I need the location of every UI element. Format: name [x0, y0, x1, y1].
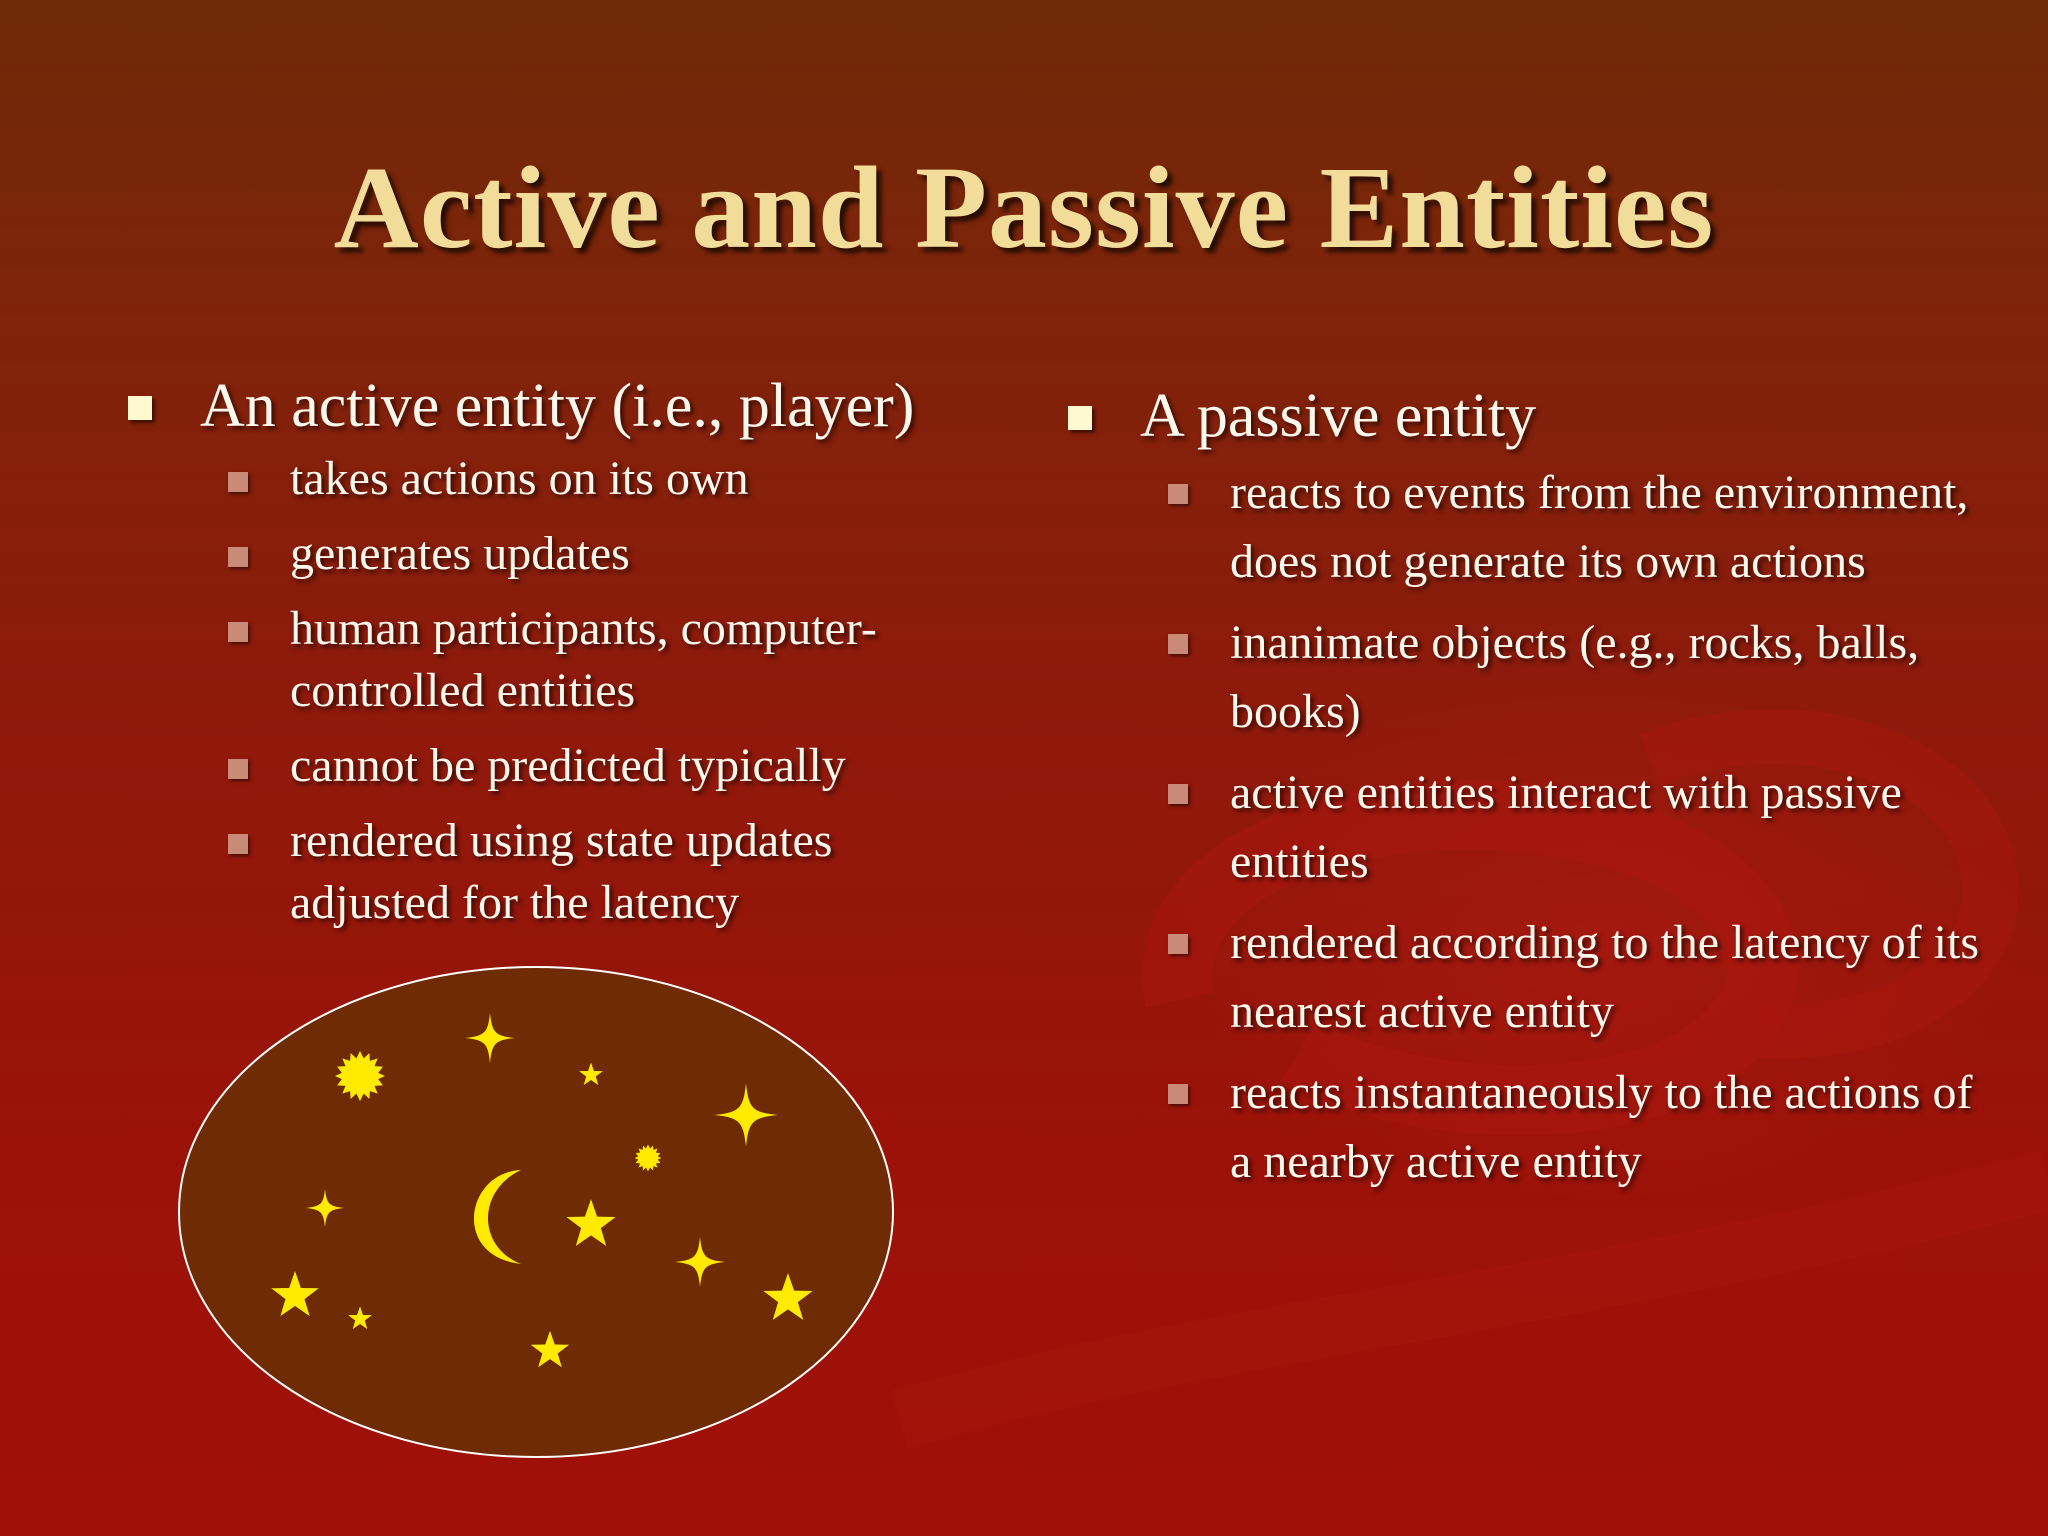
bullet-square-icon	[1068, 406, 1092, 430]
bullet-square-icon	[228, 834, 248, 854]
list-item	[200, 523, 1000, 585]
list-item	[1140, 908, 2000, 1046]
list-item-text: inanimate objects (e.g., rocks, balls, books)	[1230, 616, 1920, 738]
sun-icon	[635, 1145, 662, 1172]
list-item-text: active entities interact with passive entities	[1230, 766, 1902, 888]
list-item	[1140, 1058, 2000, 1196]
list-item	[200, 735, 1000, 797]
bullet-square-icon	[228, 622, 248, 642]
list-item	[1140, 608, 2000, 746]
list-item-text: reacts instantaneously to the actions of a nearby active entity	[1230, 1066, 1973, 1188]
slide-title: Active and Passive Entities	[333, 142, 1715, 273]
list-item-text: rendered according to the latency of its nearest active entity	[1230, 916, 1980, 1038]
bullet-square-icon	[228, 759, 248, 779]
passive-entity-heading-text: A passive entity	[1140, 382, 1537, 450]
bullet-square-icon	[228, 547, 248, 567]
bullet-square-icon	[1168, 934, 1188, 954]
active-entity-column	[120, 370, 1000, 947]
bullet-square-icon	[228, 472, 248, 492]
list-item	[1140, 458, 2000, 596]
night-sky-ellipse	[179, 967, 893, 1457]
list-item-text: reacts to events from the environment, does not generate its own actions	[1230, 466, 1969, 588]
list-item-text: generates updates	[290, 527, 630, 580]
passive-entity-column	[1060, 380, 2000, 1208]
list-item-text: human participants, computer-controlled entities	[290, 602, 877, 717]
bullet-square-icon	[1168, 634, 1188, 654]
active-entity-heading-text: An active entity (i.e., player)	[200, 372, 915, 440]
list-item	[1140, 758, 2000, 896]
night-sky-illustration	[176, 964, 896, 1460]
bullet-square-icon	[1168, 484, 1188, 504]
list-item	[200, 598, 1000, 722]
list-item	[200, 448, 1000, 510]
list-item-text: takes actions on its own	[290, 452, 749, 505]
sun-icon	[335, 1051, 385, 1101]
bullet-square-icon	[1168, 784, 1188, 804]
list-item	[200, 810, 1000, 934]
passive-entity-heading	[1060, 380, 2000, 452]
list-item-text: rendered using state updates adjusted for the latency	[290, 814, 833, 929]
list-item-text: cannot be predicted typically	[290, 739, 846, 792]
active-entity-heading	[120, 370, 1000, 442]
bullet-square-icon	[1168, 1084, 1188, 1104]
bullet-square-icon	[128, 396, 152, 420]
